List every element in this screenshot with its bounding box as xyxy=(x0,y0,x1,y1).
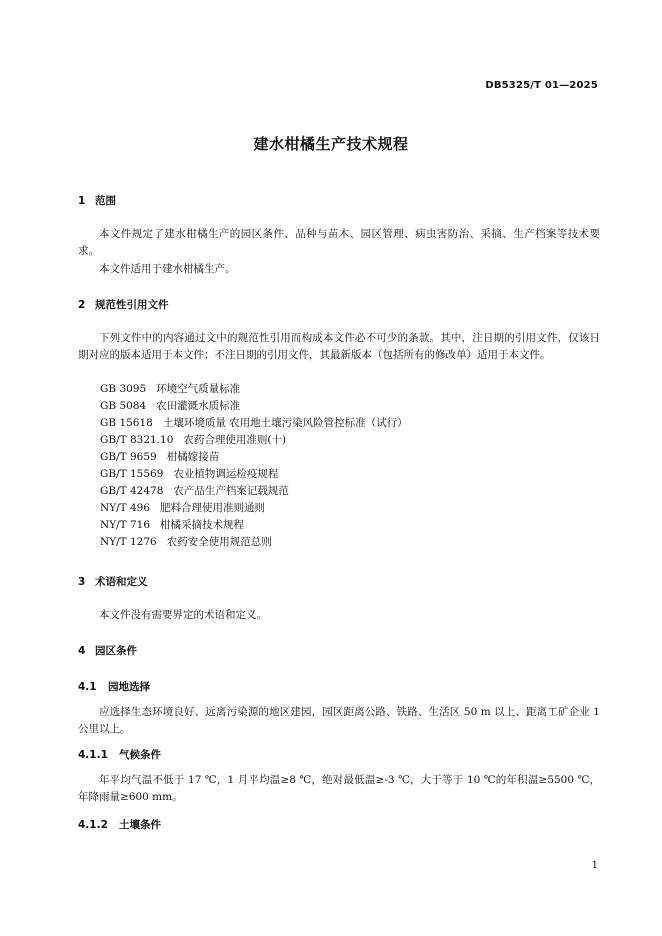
section-title: 规范性引用文件 xyxy=(95,299,169,311)
reference-item xyxy=(100,517,408,534)
reference-code: NY/T 496 xyxy=(100,502,151,514)
reference-code: NY/T 716 xyxy=(100,519,151,531)
section-4-1-paragraph: 应选择生态环境良好、远离污染源的地区建园，园区距离公路、铁路、生活区 50 m 以上、距离工矿企业 1 公里以上。 xyxy=(78,706,600,735)
section-4-1-1-heading xyxy=(78,747,161,762)
section-4-1-heading xyxy=(78,679,150,694)
reference-name: 农田灌溉水质标准 xyxy=(156,400,241,412)
reference-item xyxy=(100,534,408,551)
reference-name: 农药安全使用规范总则 xyxy=(166,536,272,548)
reference-name: 土壤环境质量 农用地土壤污染风险管控标准（试行） xyxy=(162,417,408,429)
section-1-paragraph-2: 本文件适用于建水柑橘生产。 xyxy=(99,263,236,275)
reference-name: 环境空气质量标准 xyxy=(156,383,241,395)
reference-code: GB 5084 xyxy=(100,400,147,412)
document-title: 建水柑橘生产技术规程 xyxy=(253,135,409,153)
reference-item xyxy=(100,398,408,415)
reference-code: GB/T 9659 xyxy=(100,451,157,463)
section-number: 4.1 xyxy=(78,681,97,693)
section-1-paragraph-1: 本文件规定了建水柑橘生产的园区条件、品种与苗木、园区管理、病虫害防治、采摘、生产档案等技术要求。 xyxy=(78,228,600,257)
reference-name: 肥料合理使用准则通则 xyxy=(160,502,266,514)
reference-name: 柑橘采摘技术规程 xyxy=(160,519,245,531)
section-number: 2 xyxy=(78,299,86,311)
section-title: 园地选择 xyxy=(108,681,150,693)
reference-item xyxy=(100,415,408,432)
reference-code: GB 3095 xyxy=(100,383,147,395)
reference-name: 农业植物调运检疫规程 xyxy=(173,468,279,480)
reference-item xyxy=(100,466,408,483)
reference-code: GB 15618 xyxy=(100,417,153,429)
section-number: 1 xyxy=(78,195,86,207)
reference-code: GB/T 42478 xyxy=(100,485,164,497)
section-title: 土壤条件 xyxy=(119,819,161,831)
section-3-paragraph: 本文件没有需要界定的术语和定义。 xyxy=(99,609,267,621)
section-4-heading xyxy=(78,643,137,658)
section-title: 术语和定义 xyxy=(95,576,148,588)
section-3-heading xyxy=(78,574,148,589)
section-1-heading xyxy=(78,193,116,208)
reference-item xyxy=(100,483,408,500)
reference-item xyxy=(100,500,408,517)
reference-code: NY/T 1276 xyxy=(100,536,157,548)
section-4-1-2-heading xyxy=(78,817,161,832)
section-number: 4.1.2 xyxy=(78,819,108,831)
section-title: 范围 xyxy=(95,195,116,207)
reference-item xyxy=(100,381,408,398)
reference-code: GB/T 8321.10 xyxy=(100,434,174,446)
page-number: 1 xyxy=(591,860,598,871)
reference-name: 农药合理使用准则(十) xyxy=(183,434,287,446)
reference-code: GB/T 15569 xyxy=(100,468,164,480)
section-2-paragraph: 下列文件中的内容通过文中的规范性引用而构成本文件必不可少的条款。其中，注日期的引用文件，仅该日期对应的版本适用于本文件；不注日期的引用文件，其最新版本（包括所有的修改单）适用于本文件。 xyxy=(78,332,600,361)
section-2-heading xyxy=(78,297,169,312)
standard-code: DB5325/T 01—2025 xyxy=(485,80,598,91)
reference-item xyxy=(100,432,408,449)
section-number: 3 xyxy=(78,576,86,588)
section-4-1-1-paragraph: 年平均气温不低于 17 ℃，1 月平均温≥8 ℃，绝对最低温≥-3 ℃，大于等于 10 ℃的年积温≥5500 ℃，年降雨量≥600 mm。 xyxy=(78,774,600,803)
reference-item xyxy=(100,449,408,466)
reference-list xyxy=(100,381,408,551)
section-number: 4.1.1 xyxy=(78,749,108,761)
section-title: 气候条件 xyxy=(119,749,161,761)
reference-name: 农产品生产档案记载规范 xyxy=(173,485,289,497)
section-title: 园区条件 xyxy=(95,645,137,657)
section-number: 4 xyxy=(78,645,86,657)
reference-name: 柑橘嫁接苗 xyxy=(166,451,220,463)
